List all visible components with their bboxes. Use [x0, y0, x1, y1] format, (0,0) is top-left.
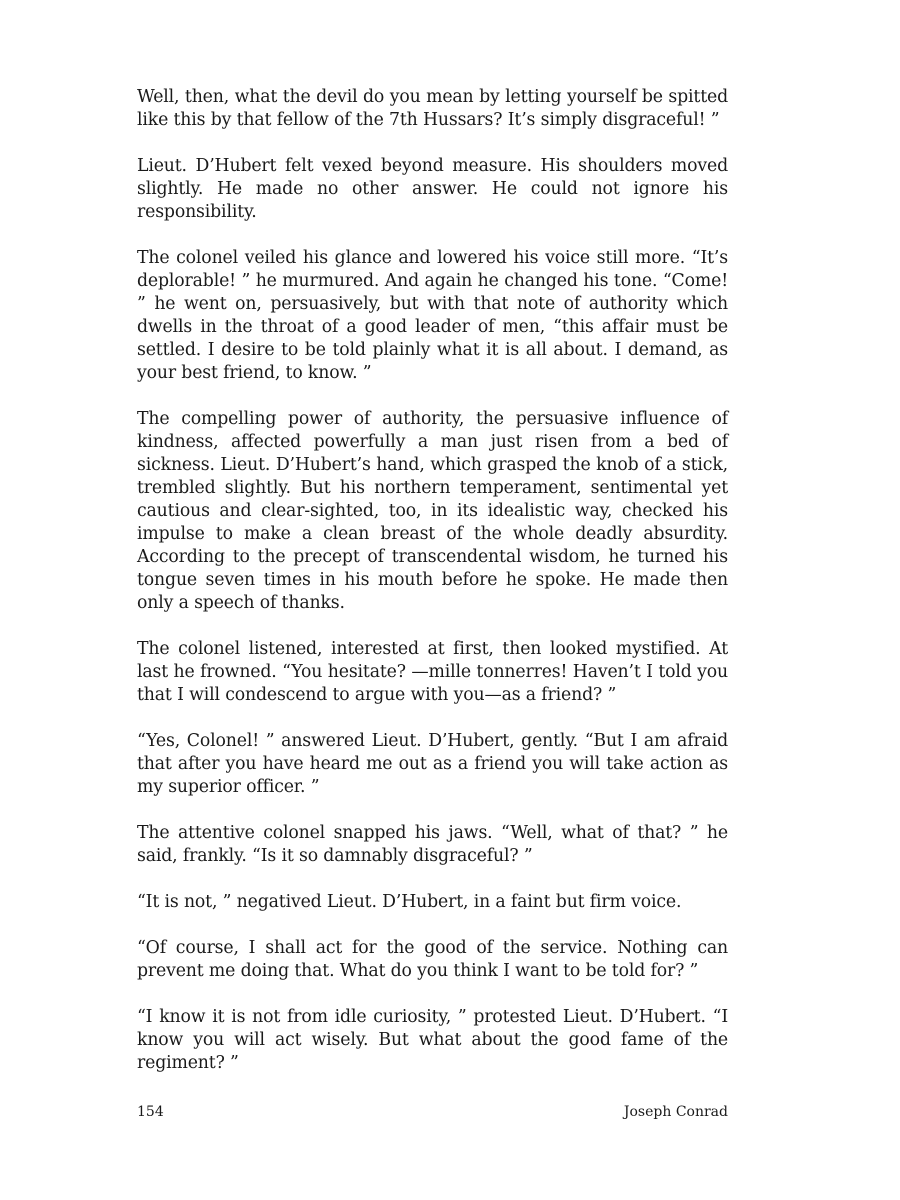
running-author: Joseph Conrad	[623, 1104, 728, 1120]
paragraph: “Yes, Colonel! ” answered Lieut. D’Hubert, gently. “But I am afraid that after you have heard me out as a friend you will take action as my superior officer. ”	[137, 731, 728, 797]
page-body	[137, 86, 728, 1098]
paragraph: “I know it is not from idle curiosity, ” protested Lieut. D’Hubert. “I know you will act wisely. But what about the good fame of the regiment? ”	[137, 1007, 728, 1073]
paragraph: “Of course, I shall act for the good of the service. Nothing can prevent me doing that. What do you think I want to be told for? ”	[137, 938, 728, 981]
paragraph: The colonel veiled his glance and lowered his voice still more. “It’s deplorable! ” he murmured. And again he changed his tone. “Come! ” he went on, persuasively, but with that note of authority which dwells in the throat of a good leader of men, “this affair must be settled. I desire to be told plainly what it is all about. I demand, as your best friend, to know. ”	[137, 248, 728, 383]
paragraph: Lieut. D’Hubert felt vexed beyond measure. His shoulders moved slightly. He made no other answer. He could not ignore his responsibility.	[137, 156, 728, 222]
paragraph: The colonel listened, interested at first, then looked mystified. At last he frowned. “You hesitate? —mille tonnerres! Haven’t I told you that I will condescend to argue with you—as a friend? ”	[137, 639, 728, 705]
page-number: 154	[137, 1104, 164, 1120]
paragraph: The compelling power of authority, the persuasive influence of kindness, affected powerfully a man just risen from a bed of sickness. Lieut. D’Hubert’s hand, which grasped the knob of a stick, trembled slightly. But his northern temperament, sentimental yet cautious and clear-sighted, too, in its idealistic way, checked his impulse to make a clean breast of the whole deadly absurdity. According to the precept of transcendental wisdom, he turned his tongue seven times in his mouth before he spoke. He made then only a speech of thanks.	[137, 409, 728, 613]
paragraph: Well, then, what the devil do you mean by letting yourself be spitted like this by that fellow of the 7th Hussars? It’s simply disgraceful! ”	[137, 87, 728, 130]
paragraph: “It is not, ” negatived Lieut. D’Hubert, in a faint but firm voice.	[137, 892, 682, 912]
paragraph: The attentive colonel snapped his jaws. “Well, what of that? ” he said, frankly. “Is it so damnably disgraceful? ”	[137, 823, 728, 866]
page-footer	[137, 1104, 728, 1120]
